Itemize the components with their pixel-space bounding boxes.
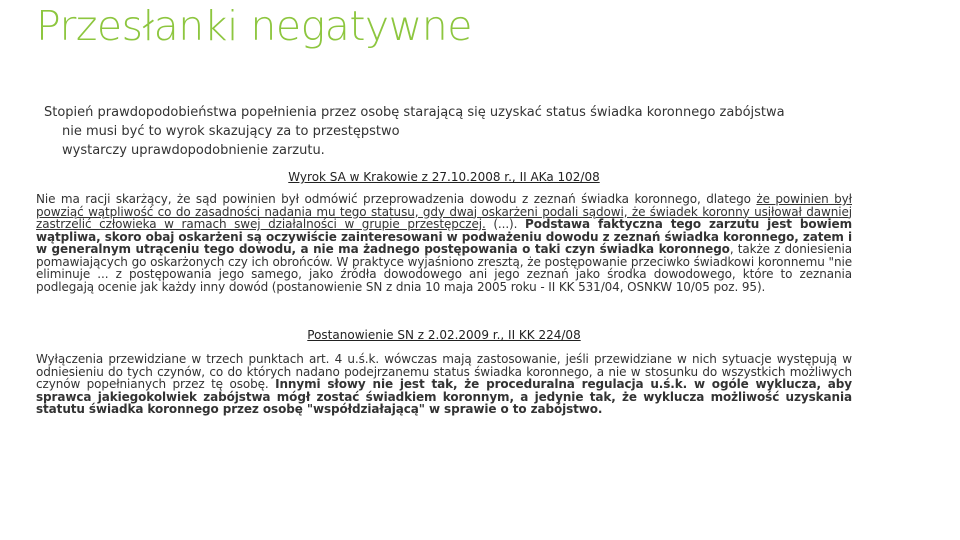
case2-text-bold: Innymi słowy nie jest tak, że proceduralna regulacja u.ś.k. w ogóle wyklucza, aby sprawca jakiegokolwiek zabójstwa mógł zostać świadkiem koronnym, a jedynie tak, że wyklucza możliwość uzyskania statutu świadka koronnego przez osobę "współdziałającą" w sprawie o to zabójstwo. xyxy=(36,377,852,416)
case1-text-underlined: że powinien był powziąć wątpliwość co do zasadności nadania mu tego statusu, gdy dwaj oskarżeni podali sądowi, że świadek koronny usiłował dawniej zastrzelić człowieka w ramach swej działalności w grupie przestępczej. xyxy=(36,192,852,231)
case1-text-end: , także z doniesienia pomawiających go oskarżonych czy ich obrońców. W praktyce wyjaśniono zresztą, że postępowanie przeciwko świadkowi koronnemu "nie eliminuje ... z postępowania jego samego, jako źródła dowodowego ani jego zeznań jako środka dowodowego, które to zeznania podlegają ocenie jak każdy inny dowód (postanowienie SN z dnia 10 maja 2005 roku - II KK 531/04, OSNKW 10/05 poz. 95). xyxy=(36,242,852,294)
case1-text-start: Nie ma racji skarżący, że sąd powinien był odmówić przeprowadzenia dowodu z zeznań świadka koronnego, dlatego xyxy=(36,192,757,206)
intro-line: wystarczy uprawdopodobnienie zarzutu. xyxy=(62,143,325,158)
case1-heading: Wyrok SA w Krakowie z 27.10.2008 r., II AKa 102/08 xyxy=(288,170,600,184)
case2-paragraph xyxy=(36,353,852,416)
slide-title: Przesłanki negatywne xyxy=(36,2,472,50)
intro-block xyxy=(44,103,904,160)
case1-text-bold: Podstawa faktyczna tego zarzutu jest bowiem wątpliwa, skoro obaj oskarżeni są oczywiście zainteresowani w podważeniu dowodu z zeznań świadka koronnego, zatem i w generalnym utrąceniu tego dowodu, a nie ma żadnego postępowania o taki czyn świadka koronnego xyxy=(36,217,852,256)
intro-line: nie musi być to wyrok skazujący za to przestępstwo xyxy=(62,124,400,139)
intro-line: Stopień prawdopodobieństwa popełnienia przez osobę starającą się uzyskać status świadka koronnego zabójstwa xyxy=(44,105,785,120)
case2-text-start: Wyłączenia przewidziane w trzech punktach art. 4 u.ś.k. wówczas mają zastosowanie, jeśli przewidziane w nich sytuacje występują w odniesieniu do tych czynów, co do których nadano podejrzanemu status świadka koronnego, a nie w stosunku do wszystkich możliwych czynów popełnianych przez tę osobę. xyxy=(36,352,852,391)
case1-text-middle: (...). xyxy=(485,217,525,231)
case1-paragraph xyxy=(36,193,852,293)
case2-heading: Postanowienie SN z 2.02.2009 r., II KK 224/08 xyxy=(307,328,581,342)
